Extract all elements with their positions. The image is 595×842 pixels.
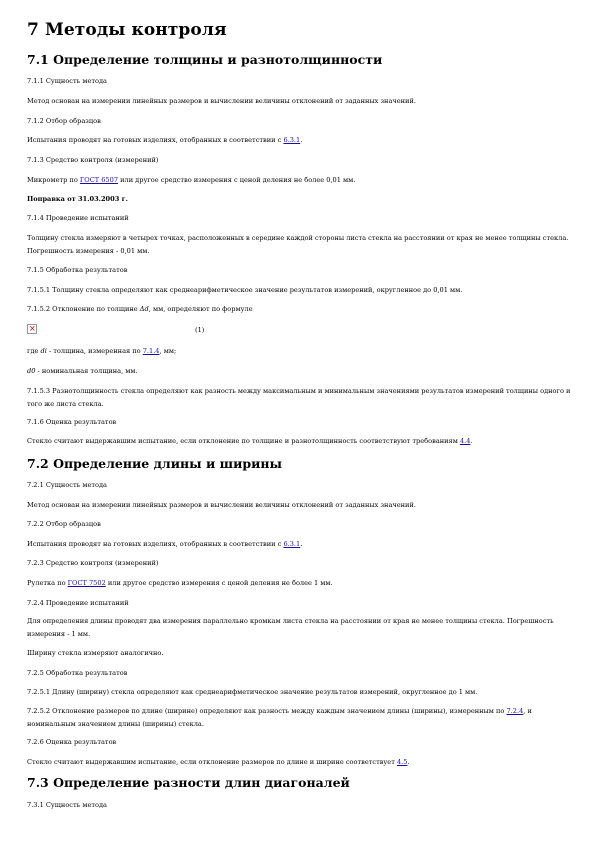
paragraph: 7.1.5.3 Разнотолщинность стекла определяют как разность между максимальным и минимальным значениями результатов измерений толщины одного и того же листа стекла. bbox=[27, 387, 571, 408]
paragraph: Стекло считают выдержавшим испытание, если отклонение по толщине и разнотолщинность соответствуют требованиям 4.4. bbox=[27, 437, 473, 445]
clause-heading: 7.2.4 Проведение испытаний bbox=[27, 599, 129, 607]
paragraph: Рулетка по ГОСТ 7502 или другое средство измерения с ценой деления не более 1 мм. bbox=[27, 579, 333, 587]
paragraph: Ширину стекла измеряют аналогично. bbox=[27, 649, 164, 657]
link-6-3-1[interactable]: 6.3.1 bbox=[283, 136, 301, 144]
paragraph: Для определения длины проводят два измерения параллельно кромкам листа стекла на расстоянии от края не менее толщины стекла. Погрешность измерения - 1 мм. bbox=[27, 617, 554, 638]
paragraph: Микрометр по ГОСТ 6507 или другое средство измерения с ценой деления не более 0,01 мм. bbox=[27, 176, 356, 184]
paragraph: где di - толщина, измеренная по 7.1.4, мм; bbox=[27, 347, 177, 355]
amendment-note: Поправка от 31.03.2003 г. bbox=[27, 195, 128, 203]
clause-heading: 7.1.6 Оценка результатов bbox=[27, 418, 117, 426]
link-4-4[interactable]: 4.4 bbox=[459, 437, 471, 445]
paragraph: d0 - номинальная толщина, мм. bbox=[27, 367, 138, 375]
link-4-5[interactable]: 4.5 bbox=[396, 758, 408, 766]
paragraph: 7.2.5.2 Отклонение размеров по длине (ширине) определяют как разность между каждым значением длины (ширины), измеренным по 7.2.4, и номинальным значением длины (ширины) стекла. bbox=[27, 707, 532, 728]
clause-heading: 7.2.6 Оценка результатов bbox=[27, 738, 117, 746]
section-title: 7 Методы контроля bbox=[27, 20, 227, 40]
link-7-2-4[interactable]: 7.2.4 bbox=[506, 707, 524, 715]
subsection-title-7-1: 7.1 Определение толщины и разнотолщинности bbox=[27, 52, 383, 67]
paragraph: Испытания проводят на готовых изделиях, отобранных в соответствии с 6.3.1. bbox=[27, 136, 303, 144]
link-6-3-1[interactable]: 6.3.1 bbox=[283, 540, 301, 548]
paragraph: 7.2.5.1 Длину (ширину) стекла определяют как среднеарифметическое значение результатов измерений, округленное до 1 мм. bbox=[27, 688, 478, 696]
subsection-title-7-2: 7.2 Определение длины и ширины bbox=[27, 456, 283, 471]
clause-heading: 7.2.3 Средство контроля (измерений) bbox=[27, 559, 159, 567]
paragraph: Метод основан на измерении линейных размеров и вычислении величины отклонений от заданных значений. bbox=[27, 501, 416, 509]
clause-heading: 7.1.3 Средство контроля (измерений) bbox=[27, 156, 159, 164]
paragraph: 7.1.5.2 Отклонение по толщине Δd, мм, определяют по формуле bbox=[27, 305, 253, 313]
paragraph: 7.1.5.1 Толщину стекла определяют как среднеарифметическое значение результатов измерений, округленное до 0,01 мм. bbox=[27, 286, 463, 294]
clause-heading: 7.1.1 Сущность метода bbox=[27, 77, 107, 85]
formula-row bbox=[27, 323, 572, 336]
paragraph: Испытания проводят на готовых изделиях, отобранных в соответствии с 6.3.1. bbox=[27, 540, 303, 548]
clause-heading: 7.2.5 Обработка результатов bbox=[27, 669, 128, 677]
clause-heading: 7.3.1 Сущность метода bbox=[27, 801, 107, 809]
paragraph: Стекло считают выдержавшим испытание, если отклонение размеров по длине и ширине соответствует 4.5. bbox=[27, 758, 410, 766]
paragraph: Метод основан на измерении линейных размеров и вычислении величины отклонений от заданных значений. bbox=[27, 97, 416, 105]
subsection-title-7-3: 7.3 Определение разности длин диагоналей bbox=[27, 775, 350, 790]
clause-heading: 7.1.5 Обработка результатов bbox=[27, 266, 128, 274]
clause-heading: 7.1.2 Отбор образцов bbox=[27, 117, 101, 125]
link-gost-6507[interactable]: ГОСТ 6507 bbox=[79, 176, 119, 184]
clause-heading: 7.2.1 Сущность метода bbox=[27, 481, 107, 489]
link-gost-7502[interactable]: ГОСТ 7502 bbox=[67, 579, 106, 587]
formula-number: (1) bbox=[195, 326, 205, 334]
link-7-1-4[interactable]: 7.1.4 bbox=[142, 347, 160, 355]
paragraph: Толщину стекла измеряют в четырех точках, расположенных в середине каждой стороны листа стекла на расстоянии от края не менее толщины стекла. Погрешность измерения - 0,01 мм. bbox=[27, 234, 569, 255]
formula-image-icon bbox=[27, 324, 37, 334]
clause-heading: 7.2.2 Отбор образцов bbox=[27, 520, 101, 528]
clause-heading: 7.1.4 Проведение испытаний bbox=[27, 214, 129, 222]
